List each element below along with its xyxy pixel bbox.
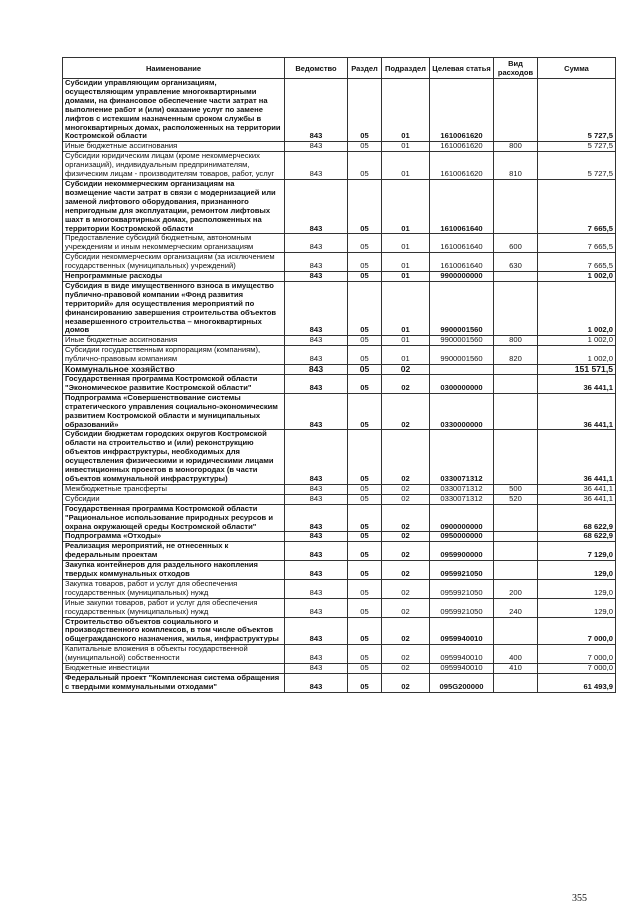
row-summa: 5 727,5 [538, 142, 616, 152]
row-vedomstvo: 843 [285, 375, 348, 394]
table-row [63, 272, 616, 282]
row-celevaya-statya: 0959940010 [430, 617, 494, 645]
table-row [63, 645, 616, 664]
row-celevaya-statya: 1610061640 [430, 253, 494, 272]
table-row [63, 598, 616, 617]
row-vedomstvo: 843 [285, 253, 348, 272]
row-name: Субсидии управляющим организациям, осуществляющим управление многоквартирными домами, на финансовое обеспечение части затрат на выполнение работ и (или) оказание услуг по замене лифтов с истекшим назначенным сроком службы в многоквартирных домах, расположенных на территории Костромской области [63, 79, 285, 142]
row-vid-raskhodov [494, 79, 538, 142]
row-vid-raskhodov [494, 542, 538, 561]
row-vid-raskhodov [494, 375, 538, 394]
row-razdel: 05 [348, 79, 382, 142]
row-razdel: 05 [348, 579, 382, 598]
row-summa: 68 622,9 [538, 532, 616, 542]
row-podrazdel: 02 [382, 561, 430, 580]
row-celevaya-statya: 1610061620 [430, 152, 494, 180]
row-celevaya-statya: 0330071312 [430, 484, 494, 494]
row-celevaya-statya: 0959921050 [430, 561, 494, 580]
row-summa: 1 002,0 [538, 336, 616, 346]
row-vedomstvo: 843 [285, 579, 348, 598]
row-summa: 36 441,1 [538, 393, 616, 430]
row-vid-raskhodov: 600 [494, 234, 538, 253]
table-row [63, 152, 616, 180]
row-vedomstvo: 843 [285, 179, 348, 233]
row-name: Иные закупки товаров, работ и услуг для обеспечения государственных (муниципальных) нужд [63, 598, 285, 617]
row-podrazdel: 01 [382, 253, 430, 272]
row-vedomstvo: 843 [285, 645, 348, 664]
row-vedomstvo: 843 [285, 617, 348, 645]
row-celevaya-statya: 0950000000 [430, 532, 494, 542]
row-podrazdel: 02 [382, 579, 430, 598]
row-vedomstvo: 843 [285, 393, 348, 430]
row-vedomstvo: 843 [285, 346, 348, 365]
row-name: Субсидии бюджетам городских округов Костромской области на строительство и (или) реконструкцию объектов инфраструктуры, необходимых для осуществления физическими и юридическими лицами инвестиционных проектов в моногородах (в части объектов коммунальной инфраструктуры) [63, 430, 285, 484]
row-vid-raskhodov [494, 674, 538, 693]
row-summa: 7 665,5 [538, 179, 616, 233]
row-podrazdel: 01 [382, 346, 430, 365]
row-vid-raskhodov [494, 430, 538, 484]
table-row [63, 532, 616, 542]
row-name: Субсидии государственным корпорациям (компаниям), публично-правовым компаниям [63, 346, 285, 365]
row-celevaya-statya: 0959940010 [430, 645, 494, 664]
row-name: Подпрограмма «Отходы» [63, 532, 285, 542]
header-razdel: Раздел [348, 58, 382, 79]
table-row [63, 430, 616, 484]
row-summa: 7 000,0 [538, 617, 616, 645]
row-vedomstvo: 843 [285, 664, 348, 674]
table-row [63, 179, 616, 233]
row-name: Иные бюджетные ассигнования [63, 336, 285, 346]
row-vedomstvo: 843 [285, 272, 348, 282]
table-row [63, 393, 616, 430]
row-vedomstvo: 843 [285, 504, 348, 532]
row-podrazdel: 01 [382, 281, 430, 335]
row-razdel: 05 [348, 645, 382, 664]
row-name: Межбюджетные трансферты [63, 484, 285, 494]
row-celevaya-statya: 9900001560 [430, 346, 494, 365]
row-vedomstvo: 843 [285, 484, 348, 494]
row-podrazdel: 02 [382, 484, 430, 494]
row-name: Федеральный проект "Комплексная система обращения с твердыми коммунальными отходами" [63, 674, 285, 693]
row-name: Реализация мероприятий, не отнесенных к федеральным проектам [63, 542, 285, 561]
row-vedomstvo: 843 [285, 430, 348, 484]
row-name: Государственная программа Костромской области "Экономическое развитие Костромской области" [63, 375, 285, 394]
row-razdel: 05 [348, 617, 382, 645]
table-row [63, 365, 616, 375]
row-podrazdel: 02 [382, 393, 430, 430]
row-vid-raskhodov [494, 393, 538, 430]
table-row [63, 494, 616, 504]
row-podrazdel: 02 [382, 542, 430, 561]
row-summa: 151 571,5 [538, 365, 616, 375]
row-summa: 129,0 [538, 598, 616, 617]
table-row [63, 346, 616, 365]
row-podrazdel: 02 [382, 645, 430, 664]
header-vid-raskhodov: Вид расходов [494, 58, 538, 79]
row-celevaya-statya: 1610061620 [430, 142, 494, 152]
row-razdel: 05 [348, 494, 382, 504]
row-celevaya-statya: 0959900000 [430, 542, 494, 561]
table-row [63, 561, 616, 580]
row-name: Бюджетные инвестиции [63, 664, 285, 674]
row-summa: 1 002,0 [538, 281, 616, 335]
row-summa: 5 727,5 [538, 152, 616, 180]
row-celevaya-statya [430, 365, 494, 375]
row-vedomstvo: 843 [285, 79, 348, 142]
row-vedomstvo: 843 [285, 561, 348, 580]
row-vid-raskhodov: 630 [494, 253, 538, 272]
row-celevaya-statya: 9900001560 [430, 281, 494, 335]
row-podrazdel: 01 [382, 142, 430, 152]
row-podrazdel: 02 [382, 504, 430, 532]
row-celevaya-statya: 0959921050 [430, 579, 494, 598]
row-celevaya-statya: 0300000000 [430, 375, 494, 394]
row-summa: 5 727,5 [538, 79, 616, 142]
row-name: Строительство объектов социального и производственного комплексов, в том числе объектов общегражданского назначения, жилья, инфраструктуры [63, 617, 285, 645]
row-vid-raskhodov [494, 617, 538, 645]
row-podrazdel: 02 [382, 674, 430, 693]
row-vedomstvo: 843 [285, 234, 348, 253]
row-celevaya-statya: 0330071312 [430, 430, 494, 484]
row-summa: 129,0 [538, 561, 616, 580]
table-row [63, 281, 616, 335]
row-vedomstvo: 843 [285, 365, 348, 375]
row-summa: 7 000,0 [538, 664, 616, 674]
row-vedomstvo: 843 [285, 281, 348, 335]
row-vedomstvo: 843 [285, 532, 348, 542]
header-celevaya-statya: Целевая статья [430, 58, 494, 79]
row-vid-raskhodov: 500 [494, 484, 538, 494]
row-razdel: 05 [348, 365, 382, 375]
row-name: Коммунальное хозяйство [63, 365, 285, 375]
row-podrazdel: 02 [382, 598, 430, 617]
row-name: Предоставление субсидий бюджетным, автономным учреждениям и иным некоммерческим организациям [63, 234, 285, 253]
row-podrazdel: 01 [382, 272, 430, 282]
header-summa: Сумма [538, 58, 616, 79]
row-razdel: 05 [348, 346, 382, 365]
row-name: Закупка контейнеров для раздельного накопления твердых коммунальных отходов [63, 561, 285, 580]
table-row [63, 542, 616, 561]
row-vedomstvo: 843 [285, 674, 348, 693]
row-podrazdel: 01 [382, 179, 430, 233]
row-celevaya-statya: 095G200000 [430, 674, 494, 693]
row-summa: 61 493,9 [538, 674, 616, 693]
table-row [63, 579, 616, 598]
header-name: Наименование [63, 58, 285, 79]
row-razdel: 05 [348, 152, 382, 180]
row-summa: 36 441,1 [538, 375, 616, 394]
row-vid-raskhodov [494, 179, 538, 233]
table-body [63, 79, 616, 693]
row-razdel: 05 [348, 542, 382, 561]
row-name: Непрограммные расходы [63, 272, 285, 282]
row-vid-raskhodov [494, 272, 538, 282]
row-summa: 7 129,0 [538, 542, 616, 561]
row-podrazdel: 02 [382, 532, 430, 542]
row-celevaya-statya: 0330071312 [430, 494, 494, 504]
row-razdel: 05 [348, 234, 382, 253]
row-razdel: 05 [348, 561, 382, 580]
table-row [63, 336, 616, 346]
row-razdel: 05 [348, 664, 382, 674]
table-row [63, 253, 616, 272]
row-vid-raskhodov [494, 281, 538, 335]
row-razdel: 05 [348, 598, 382, 617]
row-celevaya-statya: 0330000000 [430, 393, 494, 430]
row-vid-raskhodov [494, 561, 538, 580]
row-name: Субсидии юридическим лицам (кроме некоммерческих организаций), индивидуальным предпринимателям, физическим лицам - производителям товаров, работ, услуг [63, 152, 285, 180]
row-vid-raskhodov [494, 532, 538, 542]
header-podrazdel: Подраздел [382, 58, 430, 79]
row-vid-raskhodov: 400 [494, 645, 538, 664]
row-name: Государственная программа Костромской области "Рациональное использование природных ресурсов и охрана окружающей среды Костромской области" [63, 504, 285, 532]
row-razdel: 05 [348, 272, 382, 282]
row-podrazdel: 01 [382, 152, 430, 180]
table-row [63, 664, 616, 674]
table-row [63, 79, 616, 142]
row-podrazdel: 02 [382, 617, 430, 645]
row-razdel: 05 [348, 281, 382, 335]
budget-table [62, 57, 616, 693]
row-name: Капитальные вложения в объекты государственной (муниципальной) собственности [63, 645, 285, 664]
row-name: Субсидии [63, 494, 285, 504]
row-vid-raskhodov: 810 [494, 152, 538, 180]
row-razdel: 05 [348, 504, 382, 532]
row-celevaya-statya: 0959921050 [430, 598, 494, 617]
row-name: Подпрограмма «Совершенствование системы стратегического управления социально-экономическим развитием Костромской области и муниципальных образований» [63, 393, 285, 430]
row-podrazdel: 02 [382, 365, 430, 375]
row-summa: 1 002,0 [538, 272, 616, 282]
row-celevaya-statya: 1610061640 [430, 234, 494, 253]
row-podrazdel: 01 [382, 336, 430, 346]
row-celevaya-statya: 1610061640 [430, 179, 494, 233]
row-vid-raskhodov: 820 [494, 346, 538, 365]
table-row [63, 375, 616, 394]
document-page [62, 57, 615, 904]
row-vedomstvo: 843 [285, 152, 348, 180]
row-vid-raskhodov: 800 [494, 336, 538, 346]
row-razdel: 05 [348, 484, 382, 494]
row-razdel: 05 [348, 336, 382, 346]
row-podrazdel: 02 [382, 494, 430, 504]
row-celevaya-statya: 0900000000 [430, 504, 494, 532]
row-summa: 1 002,0 [538, 346, 616, 365]
row-summa: 36 441,1 [538, 484, 616, 494]
row-razdel: 05 [348, 253, 382, 272]
row-summa: 7 000,0 [538, 645, 616, 664]
row-vid-raskhodov [494, 365, 538, 375]
row-razdel: 05 [348, 179, 382, 233]
table-row [63, 617, 616, 645]
row-summa: 36 441,1 [538, 494, 616, 504]
row-summa: 7 665,5 [538, 234, 616, 253]
row-vedomstvo: 843 [285, 142, 348, 152]
row-vedomstvo: 843 [285, 336, 348, 346]
row-vid-raskhodov [494, 504, 538, 532]
row-razdel: 05 [348, 393, 382, 430]
row-name: Субсидии некоммерческим организациям на возмещение части затрат в связи с модернизацией или заменой лифтового оборудования, признанного непригодным для эксплуатации, ремонтом лифтовых шахт в многоквартирных домах, расположенных на территории Костромской области [63, 179, 285, 233]
row-name: Закупка товаров, работ и услуг для обеспечения государственных (муниципальных) нужд [63, 579, 285, 598]
row-name: Иные бюджетные ассигнования [63, 142, 285, 152]
row-podrazdel: 01 [382, 234, 430, 253]
row-vid-raskhodov: 800 [494, 142, 538, 152]
row-celevaya-statya: 0959940010 [430, 664, 494, 674]
row-razdel: 05 [348, 532, 382, 542]
row-summa: 7 665,5 [538, 253, 616, 272]
row-razdel: 05 [348, 674, 382, 693]
row-podrazdel: 01 [382, 79, 430, 142]
row-vedomstvo: 843 [285, 542, 348, 561]
header-vedomstvo: Ведомство [285, 58, 348, 79]
row-podrazdel: 02 [382, 664, 430, 674]
row-razdel: 05 [348, 430, 382, 484]
row-name: Субсидии некоммерческим организациям (за исключением государственных (муниципальных) учреждений) [63, 253, 285, 272]
row-podrazdel: 02 [382, 430, 430, 484]
table-row [63, 234, 616, 253]
row-vid-raskhodov: 200 [494, 579, 538, 598]
table-row [63, 674, 616, 693]
row-name: Субсидия в виде имущественного взноса в имущество публично-правовой компании «Фонд развития территорий» для осуществления мероприятий по финансированию завершения строительства объектов незавершенного строительства – многоквартирных домов [63, 281, 285, 335]
row-summa: 68 622,9 [538, 504, 616, 532]
row-vedomstvo: 843 [285, 494, 348, 504]
table-row [63, 142, 616, 152]
row-vedomstvo: 843 [285, 598, 348, 617]
row-podrazdel: 02 [382, 375, 430, 394]
row-vid-raskhodov: 240 [494, 598, 538, 617]
row-vid-raskhodov: 410 [494, 664, 538, 674]
table-row [63, 504, 616, 532]
row-celevaya-statya: 9900000000 [430, 272, 494, 282]
table-row [63, 484, 616, 494]
row-razdel: 05 [348, 142, 382, 152]
row-razdel: 05 [348, 375, 382, 394]
row-summa: 36 441,1 [538, 430, 616, 484]
row-vid-raskhodov: 520 [494, 494, 538, 504]
row-celevaya-statya: 9900001560 [430, 336, 494, 346]
row-celevaya-statya: 1610061620 [430, 79, 494, 142]
header-row [63, 58, 616, 79]
page-number: 355 [572, 893, 587, 904]
row-summa: 129,0 [538, 579, 616, 598]
